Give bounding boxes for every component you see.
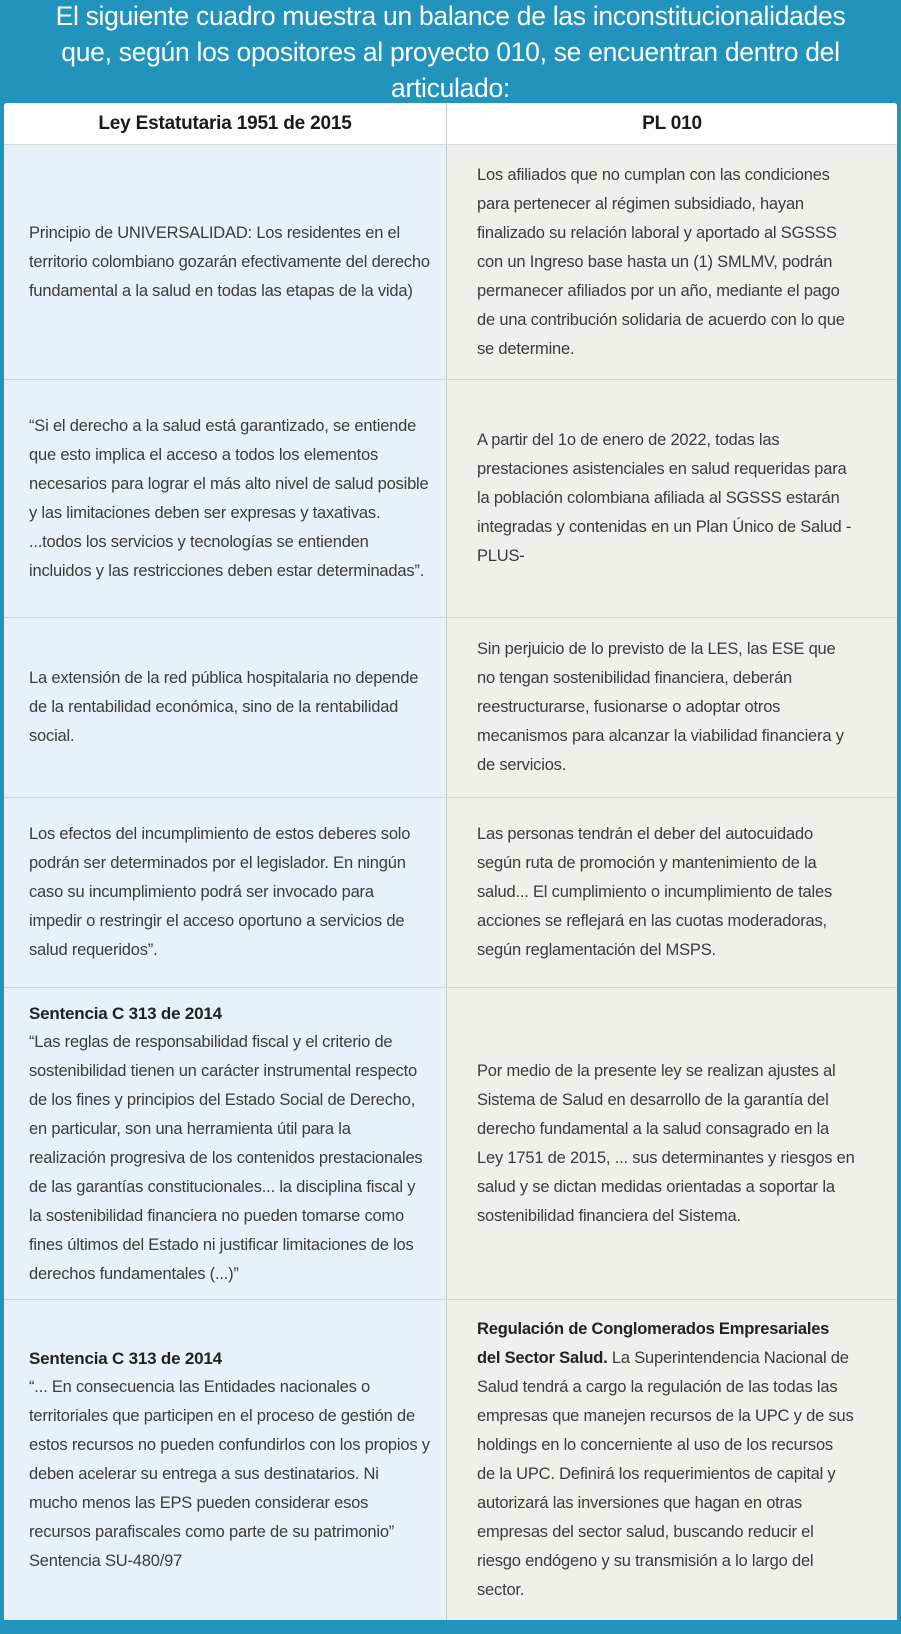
table-row — [4, 1300, 897, 1620]
row1-pl010-text: Los afiliados que no cumplan con las condiciones para pertenecer al régimen subsidiado, hayan finalizado su relación laboral y aportado al SGSSS con un Ingreso base hasta un (1) SMLMV, podrán permanecer afiliados por un año, mediante el pago de una contribución solidaria de acuerdo con lo que se determine. — [477, 165, 845, 358]
table-row — [4, 988, 897, 1300]
table-row — [4, 145, 897, 380]
row4-ley-cell — [4, 798, 447, 987]
row3-pl010-text: Sin perjuicio de lo previsto de la LES, las ESE que no tengan sostenibilidad financiera, deberán reestructurarse, fusionarse o adoptar otros mecanismos para alcanzar la viabilidad financiera y de servicios. — [477, 640, 844, 774]
row4-pl010-text: Las personas tendrán el deber del autocuidado según ruta de promoción y mantenimiento de la salud... El cumplimiento o incumplimiento de tales acciones se reflejará en las cuotas moderadoras, según reglamentación del MSPS. — [477, 825, 833, 959]
table-row — [4, 798, 897, 988]
row6-ley-cell — [4, 1300, 447, 1620]
row5-ley-title: Sentencia C 313 de 2014 — [29, 1003, 222, 1023]
row5-ley-cell — [4, 988, 447, 1299]
comparison-table — [4, 103, 897, 1620]
row1-ley-text: Principio de UNIVERSALIDAD: Los residentes en el territorio colombiano gozarán efectivamente del derecho fundamental a la salud en todas las etapas de la vida) — [29, 223, 430, 300]
row6-pl010-text: Regulación de Conglomerados Empresariales del Sector Salud. La Superintendencia Nacional de Salud tendrá a cargo la regulación de las todas las empresas que manejen recursos de la UPC y de sus holdings en lo concerniente al uso de los recursos de la UPC. Definirá los requerimientos de capital y autorizará las inversiones que hagan en otras empresas del sector salud, buscando reducir el riesgo endógeno y su transmisión a lo largo del sector. — [477, 1320, 854, 1599]
row6-ley-text: “... En consecuencia las Entidades nacionales o territoriales que participen en el proceso de gestión de estos recursos no pueden confundirlos con los propios y deben acelerar su entrega a sus destinatarios. Ni mucho menos las EPS pueden considerar esos recursos parafiscales como parte de su patrimonio” Sentencia SU-480/97 — [29, 1378, 430, 1570]
footer-bar — [0, 1620, 901, 1634]
row4-ley-text: Los efectos del incumplimiento de estos deberes solo podrán ser determinados por el legislador. En ningún caso su incumplimiento podrá ser invocado para impedir o restringir el acceso oportuno a servicios de salud requeridos”. — [29, 825, 411, 959]
row4-pl010-cell — [447, 798, 897, 987]
row6-ley-title: Sentencia C 313 de 2014 — [29, 1349, 222, 1368]
intro-text: El siguiente cuadro muestra un balance de las inconstitucionalidades que, según los opositores al proyecto 010, se encuentran dentro del articulado: — [55, 0, 846, 103]
row5-pl010-text: Por medio de la presente ley se realizan ajustes al Sistema de Salud en desarrollo de la garantía del derecho fundamental a la salud consagrado en la Ley 1751 de 2015, ... sus determinantes y riesgos en salud y se dictan medidas orientadas a soportar la sostenibilidad financiera del Sistema. — [477, 1061, 855, 1225]
row2-ley-cell — [4, 380, 447, 617]
row3-ley-text: La extensión de la red pública hospitalaria no depende de la rentabilidad económica, sino de la rentabilidad social. — [29, 669, 419, 745]
row5-pl010-cell — [447, 988, 897, 1299]
row2-ley-text: “Si el derecho a la salud está garantizado, se entiende que esto implica el acceso a todos los elementos necesarios para lograr el más alto nivel de salud posible y las limitaciones deben ser expresas y taxativas. ...todos los servicios y tecnologías se entienden incluidos y las restricciones deben estar determinadas”. — [29, 416, 429, 580]
row5-ley-text: “Las reglas de responsabilidad fiscal y el criterio de sostenibilidad tienen un carácter instrumental respecto de los fines y principios del Estado Social de Derecho, en particular, son una herramienta útil para la realización progresiva de los contenidos prestacionales de las garantías constitucionales... la disciplina fiscal y la sostenibilidad financiera no pueden tomarse como fines últimos del Estado ni justificar limitaciones de los derechos fundamentales (...)” — [29, 1032, 423, 1283]
table-header-row — [4, 103, 897, 145]
row1-pl010-cell — [447, 145, 897, 379]
row3-pl010-cell — [447, 618, 897, 797]
row1-ley-cell — [4, 145, 447, 379]
row2-pl010-cell — [447, 380, 897, 617]
row6-pl010-cell — [447, 1300, 897, 1620]
column-header-pl010: PL 010 — [642, 112, 702, 134]
row2-pl010-text: A partir del 1o de enero de 2022, todas las prestaciones asistenciales en salud requeridas para la población colombiana afiliada al SGSSS estarán integradas y contenidas en un Plan Único de Salud -PLUS- — [477, 431, 852, 565]
row3-ley-cell — [4, 618, 447, 797]
intro-banner — [0, 0, 901, 103]
column-header-ley-estatutaria: Ley Estatutaria 1951 de 2015 — [4, 103, 447, 144]
table-row — [4, 380, 897, 618]
table-row — [4, 618, 897, 798]
